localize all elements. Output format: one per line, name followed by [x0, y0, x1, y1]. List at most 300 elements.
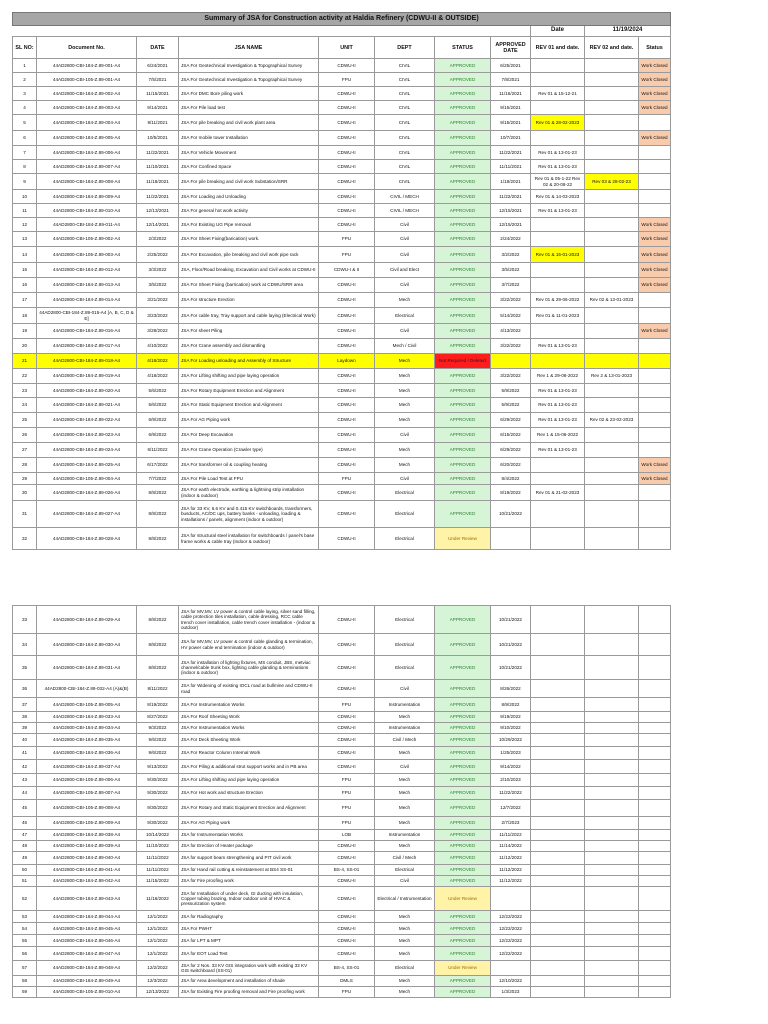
date-cell: 11/10/2022 [137, 841, 179, 852]
document-no-cell: 44AD2800-CBI-184-Z.89-033-A4 [37, 712, 137, 723]
unit-cell: CDWU-II [319, 115, 375, 131]
approved-date-cell: 6/15/2022 [491, 428, 531, 443]
table-row [13, 976, 671, 987]
status-cell: APPROVED [435, 680, 491, 698]
rev01-cell [531, 887, 585, 911]
work-status-cell [639, 528, 671, 550]
rev02-cell [585, 354, 639, 369]
rev01-cell: Rev 01 & 21-02-2023 [531, 485, 585, 501]
date-cell: 9/30/2022 [137, 787, 179, 800]
jsa-name-cell: JSA For DMC Bore piling work [179, 87, 319, 101]
sl-no-cell: 49 [13, 852, 37, 865]
approved-date-cell: 3/5/2022 [491, 263, 531, 278]
dept-cell: CIVIL / MECH [375, 190, 435, 204]
approved-date-cell: 3/7/2022 [491, 278, 531, 293]
dept-cell: Electrical [375, 501, 435, 528]
jsa-name-cell: JSA For Instrumentation Works [179, 698, 319, 712]
date-cell: 9/30/2022 [137, 774, 179, 787]
status-cell: APPROVED [435, 656, 491, 680]
jsa-name-cell: JSA For Rotary and Static Equipment Erection and Alignment [179, 800, 319, 817]
work-status-cell [639, 384, 671, 398]
rev01-cell [531, 278, 585, 293]
status-cell: APPROVED [435, 384, 491, 398]
unit-cell: CDWU-II [319, 101, 375, 115]
unit-cell: CDWU-II [319, 501, 375, 528]
document-no-cell: 44AD2800-CBI-105-Z.89-002-A4 [37, 232, 137, 247]
date-cell: 12/13/2022 [137, 987, 179, 998]
table-row [13, 190, 671, 204]
unit-cell: CDWU-II [319, 841, 375, 852]
unit-cell: FPU [319, 473, 375, 485]
unit-cell: CDWU-II [319, 887, 375, 911]
approved-date-cell: 12/15/2021 [491, 204, 531, 218]
jsa-name-cell: JSA For PWHT [179, 923, 319, 935]
document-no-cell: 44AD2800-CBI-184-Z.89-028-A4 [37, 528, 137, 550]
rev02-cell [585, 473, 639, 485]
unit-cell: FPU [319, 232, 375, 247]
date-cell: 4/18/2022 [137, 354, 179, 369]
approved-date-cell: 11/11/2022 [491, 830, 531, 841]
rev01-cell [531, 501, 585, 528]
jsa-name-cell: JSA For transformer oil & coupling heating [179, 458, 319, 473]
sl-no-cell: 19 [13, 324, 37, 339]
unit-cell: CDWU-II [319, 680, 375, 698]
unit-cell: CDWU-II [319, 634, 375, 656]
dept-cell: CIVIL [375, 59, 435, 73]
dept-cell: Mech [375, 354, 435, 369]
sl-no-cell: 4 [13, 101, 37, 115]
rev01-cell [531, 911, 585, 923]
jsa-name-cell: JSA for installation of lighting fixtures, MS conduit, JBS, metviac channel/cable trunk box, lighting cable glanding & terminations (indoor & outdoor) [179, 656, 319, 680]
document-no-cell: 44AD2800-CBI-184-Z.89-044-A4 [37, 911, 137, 923]
document-no-cell: 44AD2800-CBI-184-Z.89-019-A4 [37, 369, 137, 384]
dept-cell: Electrical [375, 308, 435, 324]
date-cell: 6/24/2021 [137, 59, 179, 73]
date-cell: 9/3/2022 [137, 723, 179, 734]
rev02-cell [585, 232, 639, 247]
unit-cell: FPU [319, 800, 375, 817]
rev01-cell [531, 774, 585, 787]
approved-date-cell: 2/24/2022 [491, 232, 531, 247]
unit-cell: CDWU-II [319, 760, 375, 774]
date-cell: 6/17/2022 [137, 458, 179, 473]
rev01-cell [531, 680, 585, 698]
sl-no-cell: 14 [13, 247, 37, 263]
unit-cell: CDWU-II [319, 339, 375, 354]
rev01-cell [531, 747, 585, 760]
date-cell: 10/5/2021 [137, 131, 179, 146]
rev01-cell: Rev 01 & 15-01-2023 [531, 247, 585, 263]
dept-cell: Mech [375, 817, 435, 830]
jsa-name-cell: JSA for support beam strengthening and PIT civil work [179, 852, 319, 865]
document-no-cell: 44AD2800-CBI-184-Z.89-023-A4 [37, 428, 137, 443]
rev02-cell [585, 774, 639, 787]
status-cell: APPROVED [435, 115, 491, 131]
status-cell: APPROVED [435, 73, 491, 87]
jsa-name-cell: JSA For earth electrode, earthing & lightning strip installation (indoor & outdoor) [179, 485, 319, 501]
rev02-cell [585, 101, 639, 115]
date-cell: 6/11/2022 [137, 443, 179, 458]
date-cell: 8/19/2022 [137, 698, 179, 712]
jsa-name-cell: JSA for MV,MV, LV power & control cable glanding & termination, HV power cable end termination (indoor & outdoor) [179, 634, 319, 656]
document-no-cell: 44AD2800-CBI-184-Z.89-012-A4 [37, 263, 137, 278]
sl-no-cell: 48 [13, 841, 37, 852]
work-status-cell [639, 204, 671, 218]
status-cell: APPROVED [435, 865, 491, 876]
work-status-cell: Work Closed [639, 263, 671, 278]
jsa-name-cell: JSA For Loading unloading and Assembly of Structure [179, 354, 319, 369]
rev02-cell [585, 87, 639, 101]
date-value: 11/19/2024 [585, 26, 671, 37]
rev02-cell [585, 339, 639, 354]
sl-no-cell: 3 [13, 87, 37, 101]
status-cell: APPROVED [435, 935, 491, 947]
approved-date-cell: 4/13/2022 [491, 324, 531, 339]
status-cell: APPROVED [435, 987, 491, 998]
sl-no-cell: 6 [13, 131, 37, 146]
table-row [13, 458, 671, 473]
unit-cell: Laydown [319, 354, 375, 369]
table-row [13, 887, 671, 911]
dept-cell: Electrical [375, 606, 435, 634]
rev02-cell [585, 308, 639, 324]
work-status-cell [639, 774, 671, 787]
rev01-cell [531, 865, 585, 876]
jsa-name-cell: JSA for Instrumentation Works [179, 830, 319, 841]
approved-date-cell: 3/2/2022 [491, 247, 531, 263]
rev02-cell [585, 485, 639, 501]
rev02-cell [585, 787, 639, 800]
jsa-name-cell: JSA For Pile load test [179, 101, 319, 115]
approved-date-cell: 6/20/2022 [491, 458, 531, 473]
document-no-cell: 44AD2800-CBI-184-Z.89-031-A4 [37, 656, 137, 680]
unit-cell: BS-4, SS-01 [319, 865, 375, 876]
rev02-cell [585, 263, 639, 278]
jsa-name-cell: JSA, Floor/Road breaking, Excavation and Civil works at CDWU-II [179, 263, 319, 278]
dept-cell: Instrumentation [375, 698, 435, 712]
date-cell: 3/21/2022 [137, 293, 179, 308]
status-cell: APPROVED [435, 278, 491, 293]
jsa-name-cell: JSA For Pile Load Test at FPU [179, 473, 319, 485]
approved-date-cell: 5/9/2022 [491, 384, 531, 398]
table-row [13, 865, 671, 876]
status-cell: APPROVED [435, 190, 491, 204]
dept-cell: Electrical [375, 634, 435, 656]
rev01-cell [531, 947, 585, 961]
rev01-cell: Rev 01 & 13-01-23 [531, 204, 585, 218]
rev02-cell: Rev 02 & 13-01-2023 [585, 293, 639, 308]
status-cell: APPROVED [435, 606, 491, 634]
document-no-cell: 44AD2800-CBI-184-Z.89-048-A4 [37, 961, 137, 976]
table-row [13, 830, 671, 841]
rev02-cell [585, 976, 639, 987]
approved-date-cell: 6/25/2021 [491, 59, 531, 73]
status-cell: APPROVED [435, 308, 491, 324]
jsa-name-cell: JSA For Existing UG Pipe removal [179, 218, 319, 232]
document-no-cell: 44AD2800-CBI-184-Z.89-020-A4 [37, 384, 137, 398]
rev02-cell [585, 734, 639, 747]
table-row [13, 384, 671, 398]
sl-no-cell: 28 [13, 458, 37, 473]
rev02-cell [585, 747, 639, 760]
approved-date-cell: 11/22/2022 [491, 787, 531, 800]
approved-date-cell: 1/25/2023 [491, 747, 531, 760]
work-status-cell: Work Closed [639, 131, 671, 146]
approved-date-cell: 9/19/2022 [491, 712, 531, 723]
document-no-cell: 44AD2800-CBI-105-Z.89-007-A4 [37, 787, 137, 800]
rev02-cell: Rev 03 & 28-02-23 [585, 174, 639, 190]
status-cell: APPROVED [435, 473, 491, 485]
work-status-cell [639, 339, 671, 354]
date-cell: 3/5/2022 [137, 278, 179, 293]
document-no-cell: 44AD2800-CBI-184-Z.89-040-A4 [37, 852, 137, 865]
sl-no-cell: 9 [13, 174, 37, 190]
table-row [13, 101, 671, 115]
document-no-cell: 44AD2800-CBI-184-Z.89-006-A4 [37, 146, 137, 160]
unit-cell: LOB [319, 830, 375, 841]
jsa-name-cell: JSA for EOT Load Test [179, 947, 319, 961]
sl-no-cell: 52 [13, 887, 37, 911]
work-status-cell [639, 787, 671, 800]
jsa-name-cell: JSA For Sheet Fixing (barrication) work at CDWU/SRR area [179, 278, 319, 293]
approved-date-cell: 11/14/2022 [491, 841, 531, 852]
document-no-cell: 44AD2800-CBI-184-Z.89-029-A4 [37, 606, 137, 634]
rev02-cell [585, 398, 639, 413]
jsa-name-cell: JSA For Rotary Equipment Erection and Alignment [179, 384, 319, 398]
table-row [13, 174, 671, 190]
col-header-doc: Document No. [37, 37, 137, 59]
dept-cell: CIVIL [375, 131, 435, 146]
document-no-cell: 44AD2800-CBI-184-Z.89-016-A4 [37, 324, 137, 339]
rev02-cell [585, 911, 639, 923]
rev02-cell [585, 923, 639, 935]
sl-no-cell: 27 [13, 443, 37, 458]
col-header-status: STATUS [435, 37, 491, 59]
sl-no-cell: 40 [13, 734, 37, 747]
document-no-cell: 44AD2800-CBI-184-Z.89-001-A4 [37, 59, 137, 73]
col-header-date: DATE [137, 37, 179, 59]
table-row [13, 413, 671, 428]
status-cell: APPROVED [435, 59, 491, 73]
sl-no-cell: 17 [13, 293, 37, 308]
rev02-cell [585, 876, 639, 887]
dept-cell: CIVIL [375, 160, 435, 174]
table-row [13, 787, 671, 800]
sl-no-cell: 24 [13, 398, 37, 413]
table-row [13, 247, 671, 263]
rev01-cell [531, 817, 585, 830]
jsa-name-cell: JSA For Hot work and structure Erection [179, 787, 319, 800]
unit-cell: CDWU-II [319, 160, 375, 174]
table-row [13, 428, 671, 443]
date-cell: 11/22/2021 [137, 190, 179, 204]
work-status-cell: Work Closed [639, 458, 671, 473]
sl-no-cell: 29 [13, 473, 37, 485]
date-cell: 9/14/2021 [137, 101, 179, 115]
rev02-cell [585, 73, 639, 87]
rev01-cell [531, 232, 585, 247]
table-row [13, 528, 671, 550]
dept-cell: Mech [375, 947, 435, 961]
rev01-cell [531, 723, 585, 734]
unit-cell: CDWU-II [319, 606, 375, 634]
status-cell: APPROVED [435, 800, 491, 817]
rev01-cell: Rev 1 & 29-06-2022 [531, 369, 585, 384]
dept-cell: Mech [375, 369, 435, 384]
document-no-cell: 44AD2800-CBI-105-Z.89-010-A4 [37, 987, 137, 998]
approved-date-cell: 12/22/2022 [491, 911, 531, 923]
jsa-name-cell: JSA For Lifting shifting and pipe laying operation [179, 369, 319, 384]
work-status-cell [639, 800, 671, 817]
rev01-cell: Rev 01 & 28-02-2023 [531, 115, 585, 131]
sl-no-cell: 44 [13, 787, 37, 800]
rev02-cell [585, 935, 639, 947]
dept-cell: Mech [375, 443, 435, 458]
rev01-cell [531, 528, 585, 550]
status-cell: Not Required / Deleted [435, 354, 491, 369]
dept-cell: CIVIL [375, 146, 435, 160]
document-no-cell: 44AD2800-CBI-105-Z.89-009-A4 [37, 817, 137, 830]
jsa-name-cell: JSA for Area development and installation of shade [179, 976, 319, 987]
document-no-cell: 44AD2800-CBI-184-Z.89-018-A4 [37, 354, 137, 369]
rev01-cell: Rev 01 & 13-01-23 [531, 443, 585, 458]
date-cell: 4/10/2022 [137, 339, 179, 354]
approved-date-cell: 2/7/2023 [491, 817, 531, 830]
sl-no-cell: 55 [13, 935, 37, 947]
status-cell: APPROVED [435, 204, 491, 218]
unit-cell: CDWU-II [319, 458, 375, 473]
document-no-cell: 44AD2800-CBI-105-Z.89-001-A4 [37, 73, 137, 87]
dept-cell: Civil [375, 428, 435, 443]
table-row [13, 841, 671, 852]
approved-date-cell: 11/12/2022 [491, 852, 531, 865]
dept-cell: CIVIL [375, 115, 435, 131]
table-row [13, 443, 671, 458]
approved-date-cell: 9/14/2022 [491, 760, 531, 774]
work-status-cell [639, 734, 671, 747]
work-status-cell [639, 428, 671, 443]
table-row [13, 308, 671, 324]
jsa-name-cell: JSA For AG Piping work [179, 817, 319, 830]
unit-cell: CDWU-II [319, 131, 375, 146]
dept-cell: Instrumentation [375, 723, 435, 734]
rev01-cell [531, 800, 585, 817]
status-cell: APPROVED [435, 146, 491, 160]
rev01-cell [531, 935, 585, 947]
approved-date-cell: 12/22/2022 [491, 947, 531, 961]
dept-cell: CIVIL [375, 174, 435, 190]
sl-no-cell: 11 [13, 204, 37, 218]
work-status-cell [639, 485, 671, 501]
status-cell: APPROVED [435, 232, 491, 247]
status-cell: APPROVED [435, 911, 491, 923]
document-no-cell: 44AD2800-CBI-184-Z.89-010-A4 [37, 204, 137, 218]
rev02-cell [585, 160, 639, 174]
date-cell: 12/1/2022 [137, 935, 179, 947]
work-status-cell [639, 747, 671, 760]
unit-cell: CDWU-II [319, 947, 375, 961]
status-cell: APPROVED [435, 852, 491, 865]
approved-date-cell: 11/22/2021 [491, 190, 531, 204]
dept-cell: Civil [375, 760, 435, 774]
jsa-name-cell: JSA For structure Erection [179, 293, 319, 308]
dept-cell: Mech [375, 923, 435, 935]
table-row [13, 634, 671, 656]
work-status-cell: Work Closed [639, 73, 671, 87]
approved-date-cell: 10/29/2022 [491, 734, 531, 747]
rev02-cell [585, 190, 639, 204]
status-cell: APPROVED [435, 698, 491, 712]
document-no-cell: 44AD2800-CBI-105-Z.89-008-A4 [37, 800, 137, 817]
col-header-rev2: REV 02 and date. [585, 37, 639, 59]
rev01-cell [531, 606, 585, 634]
work-status-cell: Work Closed [639, 324, 671, 339]
rev02-cell [585, 443, 639, 458]
dept-cell: Mech / Civil [375, 339, 435, 354]
unit-cell: CDWU-II [319, 308, 375, 324]
rev02-cell [585, 115, 639, 131]
jsa-name-cell: JSA for Radiography [179, 911, 319, 923]
date-cell: 8/8/2022 [137, 606, 179, 634]
status-cell: APPROVED [435, 760, 491, 774]
work-status-cell [639, 961, 671, 976]
document-no-cell: 44AD2800-CBI-184-Z.89-041-A4 [37, 865, 137, 876]
rev02-cell [585, 830, 639, 841]
date-label: Date [531, 26, 585, 37]
unit-cell: FPU [319, 698, 375, 712]
sl-no-cell: 58 [13, 976, 37, 987]
jsa-name-cell: JSA for Hand rail cutting & reinstatement at BS4 SS-01 [179, 865, 319, 876]
rev02-cell [585, 987, 639, 998]
status-cell: APPROVED [435, 324, 491, 339]
approved-date-cell: 1/18/2021 [491, 174, 531, 190]
rev01-cell [531, 961, 585, 976]
work-status-cell [639, 830, 671, 841]
jsa-name-cell: JSA for MV,MV, LV power & control cable laying, silver sand filling, cable protection tiles installation, cable dressing, RCC cable trench cover installation, cable trench cover installation - (indoor & outdoor) [179, 606, 319, 634]
jsa-name-cell: JSA for 2 Nos. 33 KV GIS integration work with existing 33 KV GIS switchboard (SS-01) [179, 961, 319, 976]
document-no-cell: 44AD2800-CBI-184-Z.89-007-A4 [37, 160, 137, 174]
rev01-cell: Rev 01 & 05-1-22 Rev 02 & 20-08-22 [531, 174, 585, 190]
document-no-cell: 44AD2800-CBI-184-Z.89-045-A4 [37, 923, 137, 935]
rev02-cell [585, 428, 639, 443]
approved-date-cell [491, 354, 531, 369]
work-status-cell [639, 160, 671, 174]
rev02-cell [585, 723, 639, 734]
table-row [13, 923, 671, 935]
rev02-cell [585, 131, 639, 146]
work-status-cell [639, 369, 671, 384]
table-row [13, 324, 671, 339]
unit-cell: CDWU-II [319, 723, 375, 734]
work-status-cell [639, 876, 671, 887]
approved-date-cell: 11/12/2022 [491, 865, 531, 876]
date-cell: 8/8/2022 [137, 634, 179, 656]
dept-cell: Civil [375, 278, 435, 293]
work-status-cell [639, 712, 671, 723]
unit-cell: CDWU-II [319, 443, 375, 458]
status-cell: APPROVED [435, 634, 491, 656]
document-no-cell: 44AD2800-CBI-184-Z.89-027-A4 [37, 501, 137, 528]
status-cell: APPROVED [435, 160, 491, 174]
table-row [13, 800, 671, 817]
rev01-cell [531, 923, 585, 935]
document-no-cell: 44AD2800-CBI-184-Z.89-013-A4 [37, 278, 137, 293]
table-row [13, 473, 671, 485]
rev01-cell: Rev 01 & 13-01-23 [531, 413, 585, 428]
sl-no-cell: 18 [13, 308, 37, 324]
dept-cell: Civil / Mech [375, 734, 435, 747]
unit-cell: CDWU-II [319, 413, 375, 428]
